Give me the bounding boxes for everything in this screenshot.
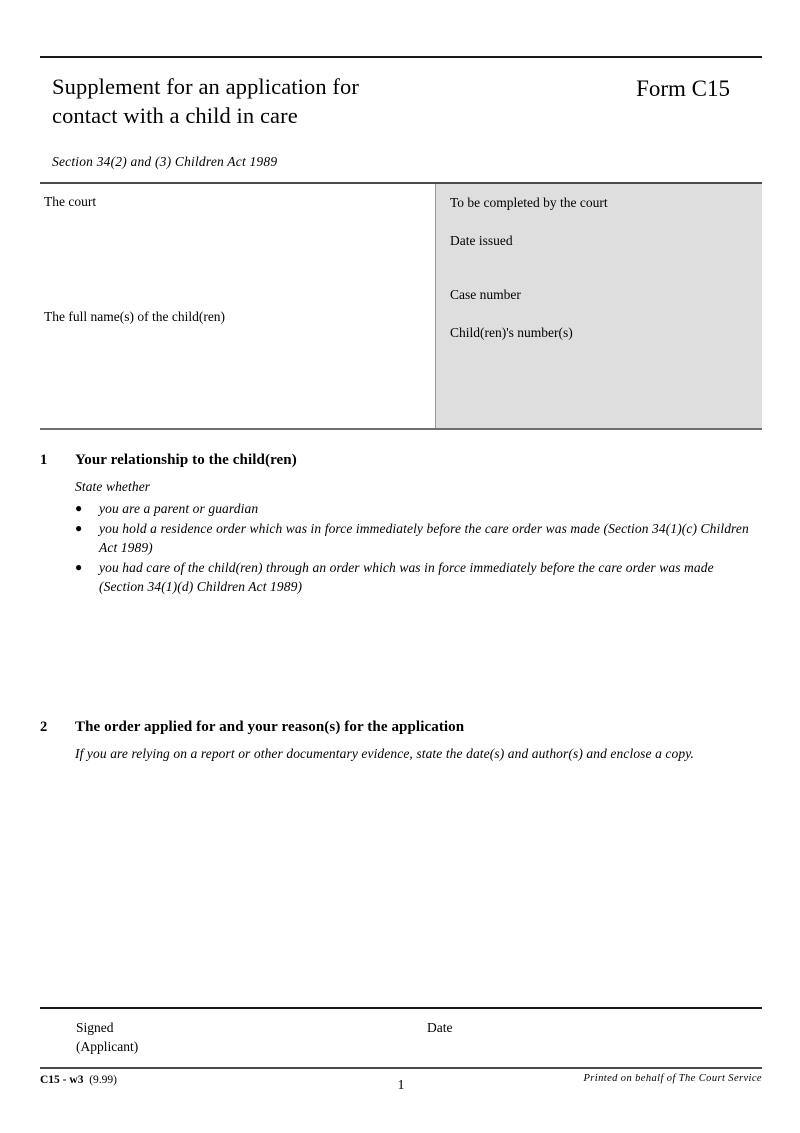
masthead: [52, 72, 760, 130]
children-numbers-field-label: Child(ren)'s number(s): [450, 325, 573, 340]
case-number-field-label: Case number: [450, 287, 521, 302]
signature-date-label: Date: [427, 1020, 453, 1035]
section-1-hint: State whether: [75, 479, 151, 494]
section-relationship-to-children: [40, 452, 762, 597]
section-1-heading: [40, 452, 762, 469]
list-item-text: you had care of the child(ren) through an order which was in force immediately before the care order was made (Section 34(1)(d) Children Act 1989): [99, 559, 714, 594]
footer-divider-rule: [40, 1067, 762, 1069]
form-revision: (9.99): [89, 1074, 117, 1086]
list-item: [75, 558, 762, 597]
list-item-text: you are a parent or guardian: [99, 501, 259, 516]
signature-divider-rule: [40, 1007, 762, 1009]
section-2-title: The order applied for and your reason(s) for the application: [75, 719, 465, 735]
page-footer: [40, 1071, 762, 1101]
page-title-line-1: Supplement for an application for: [52, 74, 359, 99]
page-title-line-2: contact with a child in care: [52, 103, 298, 128]
list-item-text: you hold a residence order which was in force immediately before the care order was made (Section 34(1)(c) Children Act 1989): [99, 520, 749, 555]
page-number: 1: [397, 1078, 405, 1093]
court-use-only-panel: [435, 184, 762, 428]
section-1-title: Your relationship to the child(ren): [75, 452, 297, 468]
page-title: [52, 72, 359, 130]
section-2-heading: [40, 719, 762, 736]
court-use-panel-heading: To be completed by the court: [450, 195, 608, 210]
date-issued-field-label: Date issued: [450, 233, 513, 248]
bullet-icon: ●: [75, 520, 83, 535]
section-order-applied-for: [40, 719, 762, 763]
section-1-bullet-list: [75, 499, 762, 597]
court-details-left-pane[interactable]: [40, 184, 435, 428]
signature-block[interactable]: [40, 1018, 762, 1064]
statute-reference: Section 34(2) and (3) Children Act 1989: [52, 154, 278, 169]
bullet-icon: ●: [75, 501, 83, 515]
court-field-label: The court: [44, 194, 97, 209]
signed-label: Signed: [76, 1020, 114, 1035]
form-code: C15 - w3: [40, 1074, 84, 1086]
section-1-number: 1: [40, 452, 48, 468]
list-item: [75, 499, 762, 519]
bullet-icon: ●: [75, 559, 83, 574]
signed-label-group: [76, 1018, 138, 1056]
section-2-number: 2: [40, 719, 48, 735]
section-2-body: [75, 744, 762, 763]
applicant-label: (Applicant): [76, 1039, 139, 1054]
footer-credit: Printed on behalf of The Court Service: [583, 1073, 762, 1084]
section-1-body: [75, 477, 762, 597]
top-divider-rule: [40, 56, 762, 58]
section-2-hint: If you are relying on a report or other documentary evidence, state the date(s) and author(s) and enclose a copy.: [75, 746, 695, 761]
list-item: [75, 519, 762, 558]
child-names-field-label: The full name(s) of the child(ren): [44, 309, 226, 324]
form-number: Form C15: [636, 76, 730, 101]
court-details-box: [40, 182, 762, 430]
